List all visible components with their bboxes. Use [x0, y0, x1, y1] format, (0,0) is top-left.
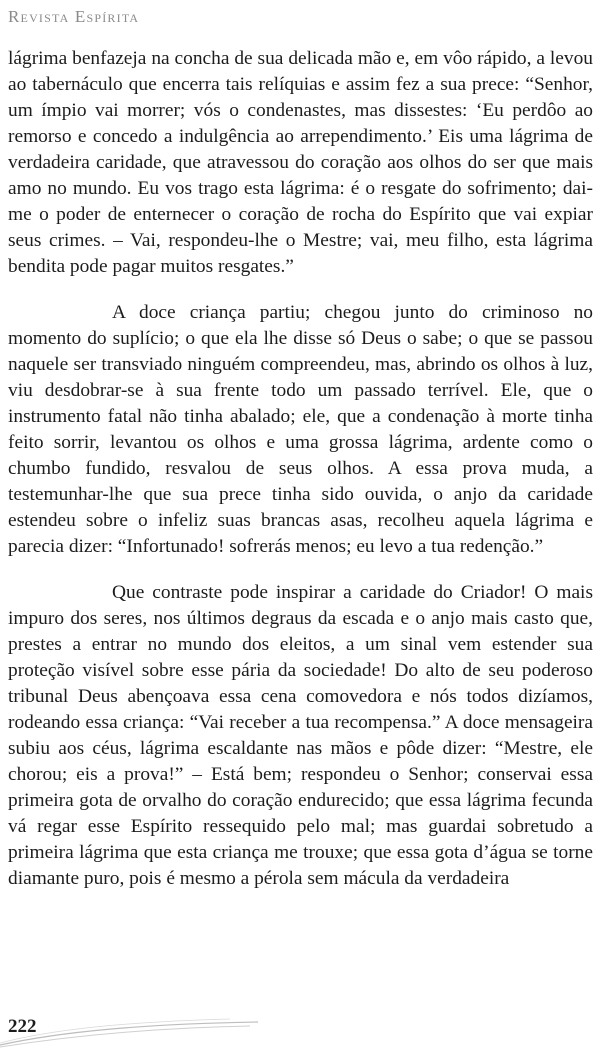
footer-swoosh-ornament: [0, 1010, 260, 1049]
running-header: Revista Espírita: [8, 7, 140, 26]
paragraph: A doce criança partiu; chegou junto do criminoso no momento do suplício; o que ela lhe disse só Deus o sabe; o que se passou naquele ser transviado ninguém compreendeu, mas, abrindo os olhos à luz, viu desdobrar-se à sua frente todo um passado terrível. Ele, que o instrumento fatal não tinha abalado; ele, que a condenação à morte tinha feito sorrir, levantou os olhos e uma grossa lágrima, ardente como o chumbo fundido, resvalou de seus olhos. A essa prova muda, a testemunhar-lhe que sua prece tinha sido ouvida, o anjo da caridade estendeu sobre o infeliz suas brancas asas, recolheu aquela lágrima e parecia dizer: “Infortunado! sofrerás menos; eu levo a tua redenção.”: [8, 302, 593, 557]
paragraph: Que contraste pode inspirar a caridade do Criador! O mais impuro dos seres, nos últimos degraus da escada e o anjo mais casto que, prestes a entrar no mundo dos eleitos, a um sinal vem estender sua proteção visível sobre esse pária da sociedade! Do alto de seu poderoso tribunal Deus abençoava essa cena comovedora e nós todos dizíamos, rodeando essa criança: “Vai receber a tua recompensa.” A doce mensageira subiu aos céus, lágrima escaldante nas mãos e pôde dizer: “Mestre, ele chorou; eis a prova!” – Está bem; respondeu o Senhor; conservai essa primeira gota de orvalho do coração endurecido; que essa lágrima fecunda vá regar esse Espírito ressequido pelo mal; mas guardai sobretudo a primeira lágrima que esta criança me trouxe; que essa gota d’água se torne diamante puro, pois é mesmo a pérola sem mácula da verdadeira: [8, 582, 593, 889]
body-text: [8, 46, 593, 892]
page-number: 222: [8, 1016, 37, 1037]
paragraph-continuation: lágrima benfazeja na concha de sua delicada mão e, em vôo rápido, a levou ao tabernáculo que encerra tais relíquias e assim fez a sua prece: “Senhor, um ímpio vai morrer; vós o condenastes, mas dissestes: ‘Eu perdôo ao remorso e concedo a indulgência ao arrependimento.’ Eis uma lágrima de verdadeira caridade, que atravessou do coração aos olhos do ser que mais amo no mundo. Eu vos trago esta lágrima: é o resgate do sofrimento; dai-me o poder de enternecer o coração de rocha do Espírito que vai expiar seus crimes. – Vai, respondeu-lhe o Mestre; vai, meu filho, esta lágrima bendita pode pagar muitos resgates.”: [8, 48, 593, 277]
